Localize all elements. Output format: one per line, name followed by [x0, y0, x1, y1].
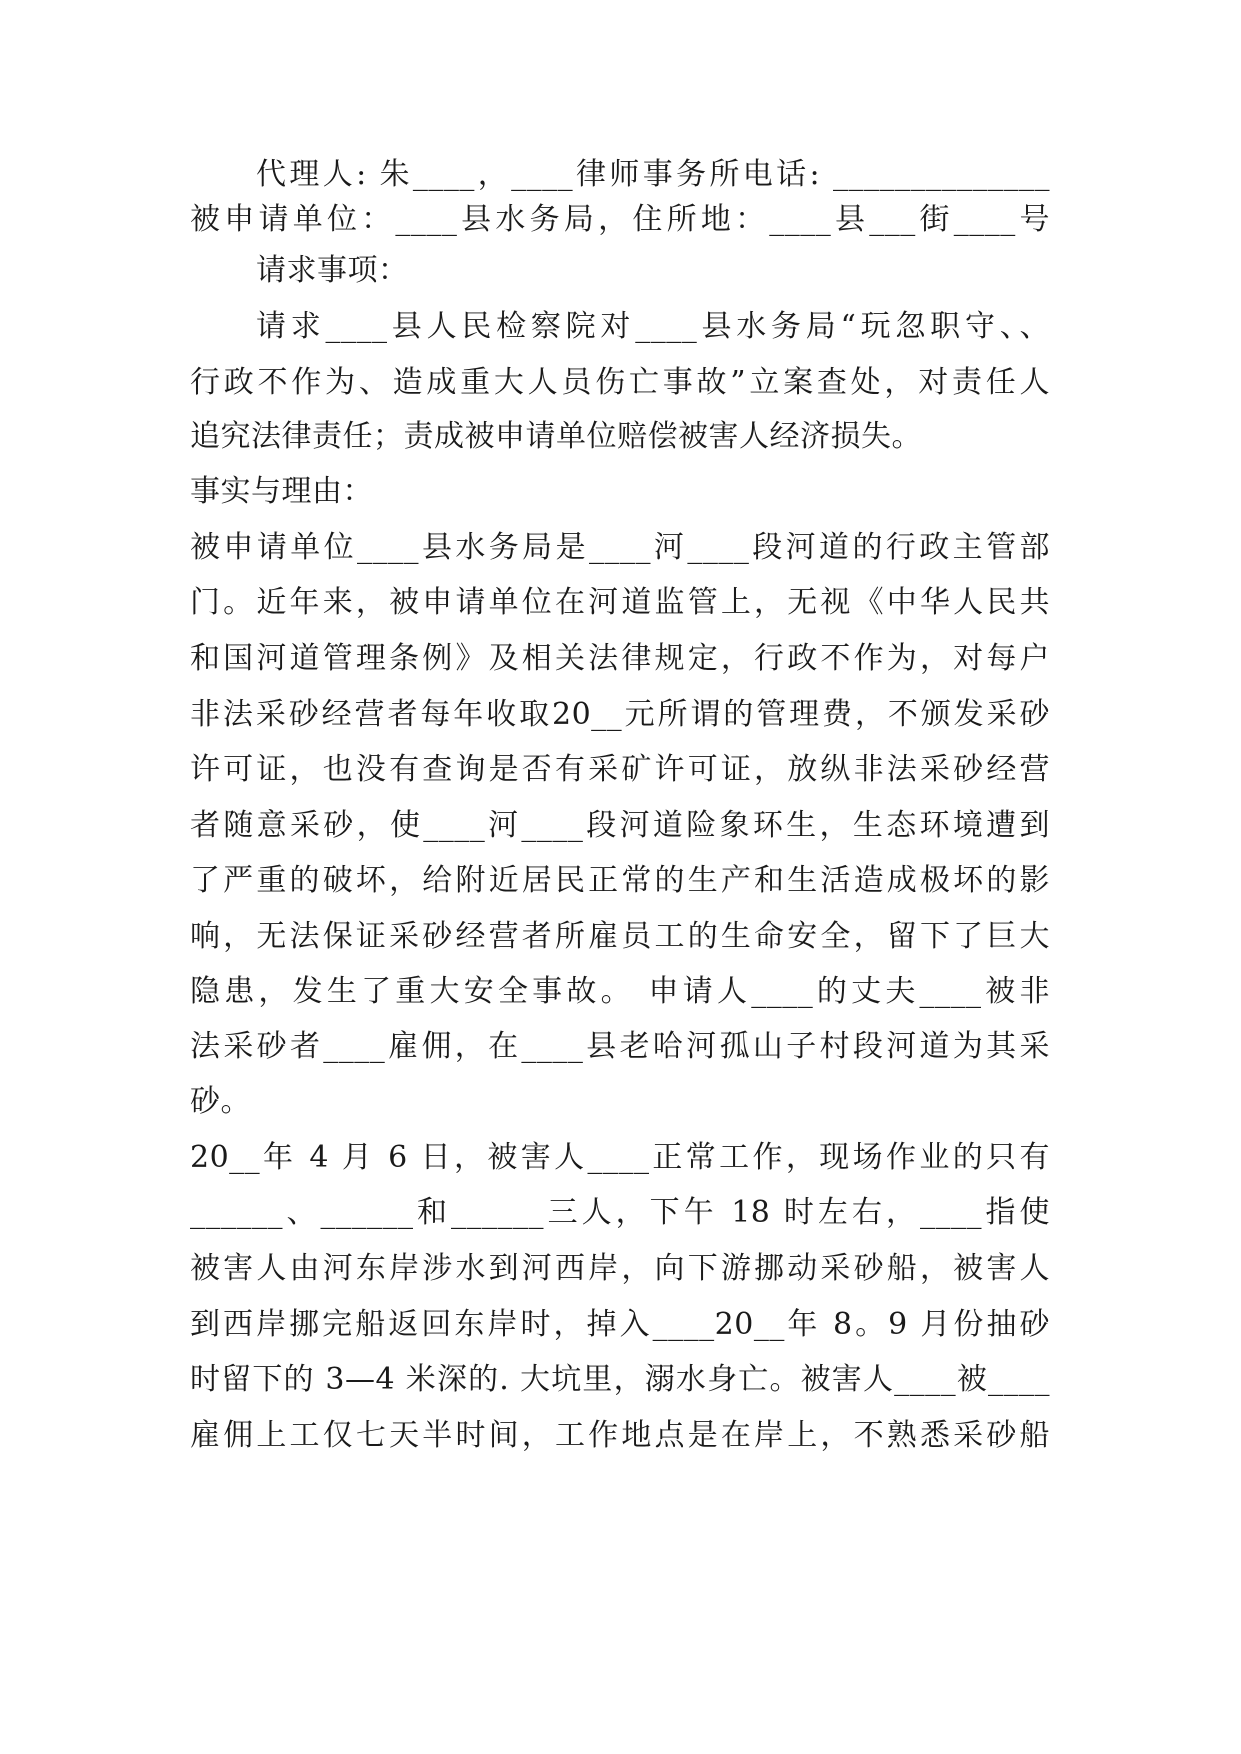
text-line: 砂。: [190, 1084, 251, 1119]
text-line: 响，无法保证采砂经营者所雇员工的生命安全，留下了巨大: [190, 919, 1050, 954]
text-line: ______、______和______三人，下午 18 时左右，____指使: [190, 1195, 1050, 1230]
text-line: 行政不作为、造成重大人员伤亡事故”立案查处，对责任人: [190, 365, 1050, 400]
text-line: 和国河道管理条例》及相关法律规定，行政不作为，对每户: [190, 641, 1050, 676]
section-heading: 事实与理由：: [190, 474, 373, 509]
text-line: 了严重的破坏，给附近居民正常的生产和生活造成极坏的影: [190, 863, 1050, 898]
text-line: 雇佣上工仅七天半时间，工作地点是在岸上，不熟悉采砂船: [190, 1418, 1050, 1453]
text-line: 门。近年来，被申请单位在河道监管上，无视《中华人民共: [190, 585, 1050, 620]
text-line: 隐患，发生了重大安全事故。 申请人____的丈夫____被非: [190, 974, 1050, 1009]
text-line: 者随意采砂，使____河____段河道险象环生，生态环境遭到: [190, 808, 1050, 843]
section-heading: 请求事项：: [256, 253, 409, 288]
text-line: 时留下的 3—4 米深的. 大坑里，溺水身亡。被害人____被____: [190, 1362, 1050, 1397]
text-line: 20__年 4 月 6 日，被害人____正常工作，现场作业的只有: [190, 1140, 1050, 1175]
text-line: 请求____县人民检察院对____县水务局“玩忽职守、、: [256, 309, 1050, 344]
text-line: 许可证，也没有查询是否有采矿许可证，放纵非法采砂经营: [190, 752, 1050, 787]
text-line: 代理人: 朱____，____律师事务所电话: ______________: [256, 157, 1050, 192]
text-line: 到西岸挪完船返回东岸时，掉入____20__年 8。9 月份抽砂: [190, 1307, 1050, 1342]
text-line: 被害人由河东岸涉水到河西岸，向下游挪动采砂船，被害人: [190, 1251, 1050, 1286]
text-line: 非法采砂经营者每年收取20__元所谓的管理费，不颁发采砂: [190, 697, 1050, 732]
text-line: 追究法律责任；责成被申请单位赔偿被害人经济损失。: [190, 419, 922, 454]
text-line: 被申请单位：____县水务局，住所地：____县___街____号: [190, 202, 1050, 237]
text-line: 法采砂者____雇佣，在____县老哈河孤山子村段河道为其采: [190, 1029, 1050, 1064]
text-line: 被申请单位____县水务局是____河____段河道的行政主管部: [190, 530, 1050, 565]
